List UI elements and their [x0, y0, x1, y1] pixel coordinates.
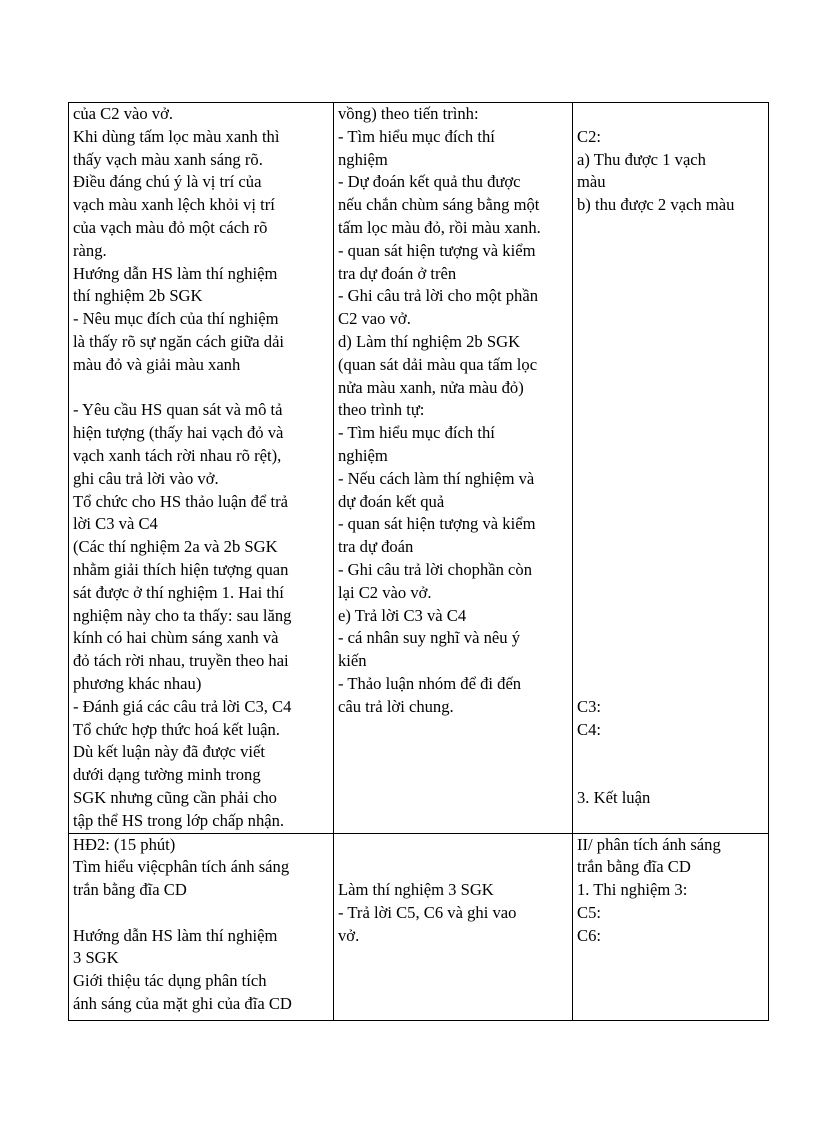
- text-line: vồng) theo tiến trình:: [338, 104, 479, 123]
- text-line: phương khác nhau): [73, 673, 202, 693]
- text-line: ghi câu trả lời vào vở.: [73, 468, 219, 488]
- text-line: [577, 536, 764, 559]
- content-cell: [573, 103, 769, 834]
- text-line: nghiệm: [338, 149, 388, 169]
- text-line: [577, 627, 764, 650]
- text-line: C5:: [577, 902, 601, 922]
- text-line: d) Làm thí nghiệm 2b SGK: [338, 331, 521, 351]
- text-line: đỏ tách rời nhau, truyền theo hai: [73, 651, 289, 671]
- content-cell: [573, 833, 769, 1020]
- text-line: [73, 902, 329, 925]
- text-line: tra dự đoán: [338, 537, 414, 557]
- text-line: là thấy rõ sự ngăn cách giữa dải: [73, 331, 285, 351]
- text-line: theo trình tự:: [338, 400, 425, 420]
- text-line: - Thảo luận nhóm để đi đến: [338, 673, 522, 693]
- text-line: Giới thiệu tác dụng phân tích: [73, 971, 267, 991]
- text-line: [577, 764, 764, 787]
- text-line: - Tìm hiểu mục đích thí: [338, 423, 495, 443]
- text-line: [577, 741, 764, 764]
- text-line: [577, 217, 764, 240]
- text-line: Dù kết luận này đã được viết: [73, 742, 265, 762]
- text-line: b) thu được 2 vạch màu: [577, 195, 735, 215]
- text-line: C2:: [577, 126, 601, 146]
- text-line: của vạch màu đỏ một cách rõ: [73, 217, 268, 237]
- table-row: [69, 833, 769, 1020]
- text-line: nghiệm: [338, 445, 388, 465]
- text-line: [577, 513, 764, 536]
- text-line: 3 SGK: [73, 948, 119, 968]
- text-line: [577, 468, 764, 491]
- text-line: [577, 673, 764, 696]
- text-line: e) Trả lời C3 và C4: [338, 605, 467, 625]
- text-line: (Các thí nghiệm 2a và 2b SGK: [73, 537, 278, 557]
- text-line: [577, 399, 764, 422]
- text-line: - Tìm hiểu mục đích thí: [338, 126, 495, 146]
- text-line: tập thể HS trong lớp chấp nhận.: [73, 810, 285, 830]
- text-line: II/ phân tích ánh sáng: [577, 834, 721, 854]
- text-line: dự đoán kết quả: [338, 491, 445, 511]
- text-line: [577, 559, 764, 582]
- text-line: - cá nhân suy nghĩ và nêu ý: [338, 628, 521, 648]
- text-line: - quan sát hiện tượng và kiểm: [338, 514, 536, 534]
- text-line: [577, 354, 764, 377]
- teacher-activity-cell: [69, 833, 334, 1020]
- text-line: [577, 308, 764, 331]
- text-line: tra dự đoán ở trên: [338, 263, 457, 283]
- text-line: của C2 vào vở.: [73, 104, 174, 123]
- text-line: C2 vao vở.: [338, 309, 411, 329]
- table-row: [69, 103, 769, 834]
- text-line: - Nêu mục đích của thí nghiệm: [73, 309, 279, 329]
- text-line: C4:: [577, 719, 601, 739]
- text-line: vạch màu xanh lệch khỏi vị trí: [73, 195, 275, 215]
- text-line: trắn bằng đĩa CD: [577, 857, 691, 877]
- text-line: sát được ở thí nghiệm 1. Hai thí: [73, 582, 284, 602]
- text-line: màu: [577, 172, 606, 192]
- text-line: [577, 422, 764, 445]
- text-line: Hướng dẫn HS làm thí nghiệm: [73, 925, 278, 945]
- lesson-plan-table: [68, 102, 769, 1021]
- text-line: Tổ chức cho HS thảo luận để trả: [73, 491, 288, 511]
- text-line: - Ghi câu trả lời cho một phần: [338, 286, 539, 306]
- text-line: ràng.: [73, 240, 107, 260]
- text-line: SGK nhưng cũng cần phải cho: [73, 787, 277, 807]
- text-line: câu trả lời chung.: [338, 696, 454, 716]
- student-activity-cell: [334, 833, 573, 1020]
- student-activity-cell: [334, 103, 573, 834]
- text-line: trắn bằng đĩa CD: [73, 880, 187, 900]
- text-line: vạch xanh tách rời nhau rõ rệt),: [73, 445, 282, 465]
- text-line: thấy vạch màu xanh sáng rõ.: [73, 149, 263, 169]
- text-line: - Đánh giá các câu trả lời C3, C4: [73, 696, 292, 716]
- text-line: nghiệm này cho ta thấy: sau lăng: [73, 605, 292, 625]
- text-line: - Ghi câu trả lời chophần còn: [338, 559, 533, 579]
- text-line: Tổ chức hợp thức hoá kết luận.: [73, 719, 280, 739]
- text-line: - Yêu cầu HS quan sát và mô tả: [73, 400, 283, 420]
- text-line: [338, 856, 568, 879]
- text-line: Làm thí nghiệm 3 SGK: [338, 880, 494, 900]
- text-line: [577, 491, 764, 514]
- text-line: lại C2 vào vở.: [338, 582, 432, 602]
- text-line: [577, 263, 764, 286]
- text-line: nửa màu xanh, nửa màu đỏ): [338, 377, 524, 397]
- text-line: 1. Thi nghiệm 3:: [577, 880, 688, 900]
- text-line: - quan sát hiện tượng và kiểm: [338, 240, 536, 260]
- text-line: (quan sát dải màu qua tấm lọc: [338, 354, 538, 374]
- text-line: C6:: [577, 925, 601, 945]
- text-line: [577, 582, 764, 605]
- text-line: nếu chắn chùm sáng bằng một: [338, 195, 540, 215]
- text-line: 3. Kết luận: [577, 787, 651, 807]
- text-line: Khi dùng tấm lọc màu xanh thì: [73, 126, 280, 146]
- text-line: [338, 834, 568, 857]
- text-line: HĐ2: (15 phút): [73, 834, 176, 854]
- teacher-activity-cell: [69, 103, 334, 834]
- text-line: thí nghiệm 2b SGK: [73, 286, 203, 306]
- text-line: vở.: [338, 925, 360, 945]
- text-line: Tìm hiểu việcphân tích ánh sáng: [73, 857, 290, 877]
- text-line: dưới dạng tường minh trong: [73, 765, 261, 785]
- text-line: - Trả lời C5, C6 và ghi vao: [338, 902, 517, 922]
- text-line: [577, 103, 764, 126]
- text-line: hiện tượng (thấy hai vạch đỏ và: [73, 423, 284, 443]
- text-line: kính có hai chùm sáng xanh và: [73, 628, 279, 648]
- text-line: tấm lọc màu đỏ, rồi màu xanh.: [338, 217, 541, 237]
- text-line: ánh sáng của mặt ghi của đĩa CD: [73, 994, 292, 1014]
- text-line: lời C3 và C4: [73, 514, 158, 534]
- text-line: [73, 377, 329, 400]
- text-line: [577, 445, 764, 468]
- text-line: Điều đáng chú ý là vị trí của: [73, 172, 262, 192]
- text-line: màu đỏ và giải màu xanh: [73, 354, 241, 374]
- text-line: [577, 240, 764, 263]
- text-line: nhằm giải thích hiện tượng quan: [73, 559, 289, 579]
- text-line: Hướng dẫn HS làm thí nghiệm: [73, 263, 278, 283]
- text-line: C3:: [577, 696, 601, 716]
- text-line: [577, 331, 764, 354]
- text-line: a) Thu được 1 vạch: [577, 149, 706, 169]
- text-line: [577, 377, 764, 400]
- text-line: - Nếu cách làm thí nghiệm và: [338, 468, 535, 488]
- text-line: - Dự đoán kết quả thu được: [338, 172, 521, 192]
- text-line: [577, 285, 764, 308]
- text-line: [577, 605, 764, 628]
- text-line: [577, 650, 764, 673]
- text-line: kiến: [338, 651, 367, 671]
